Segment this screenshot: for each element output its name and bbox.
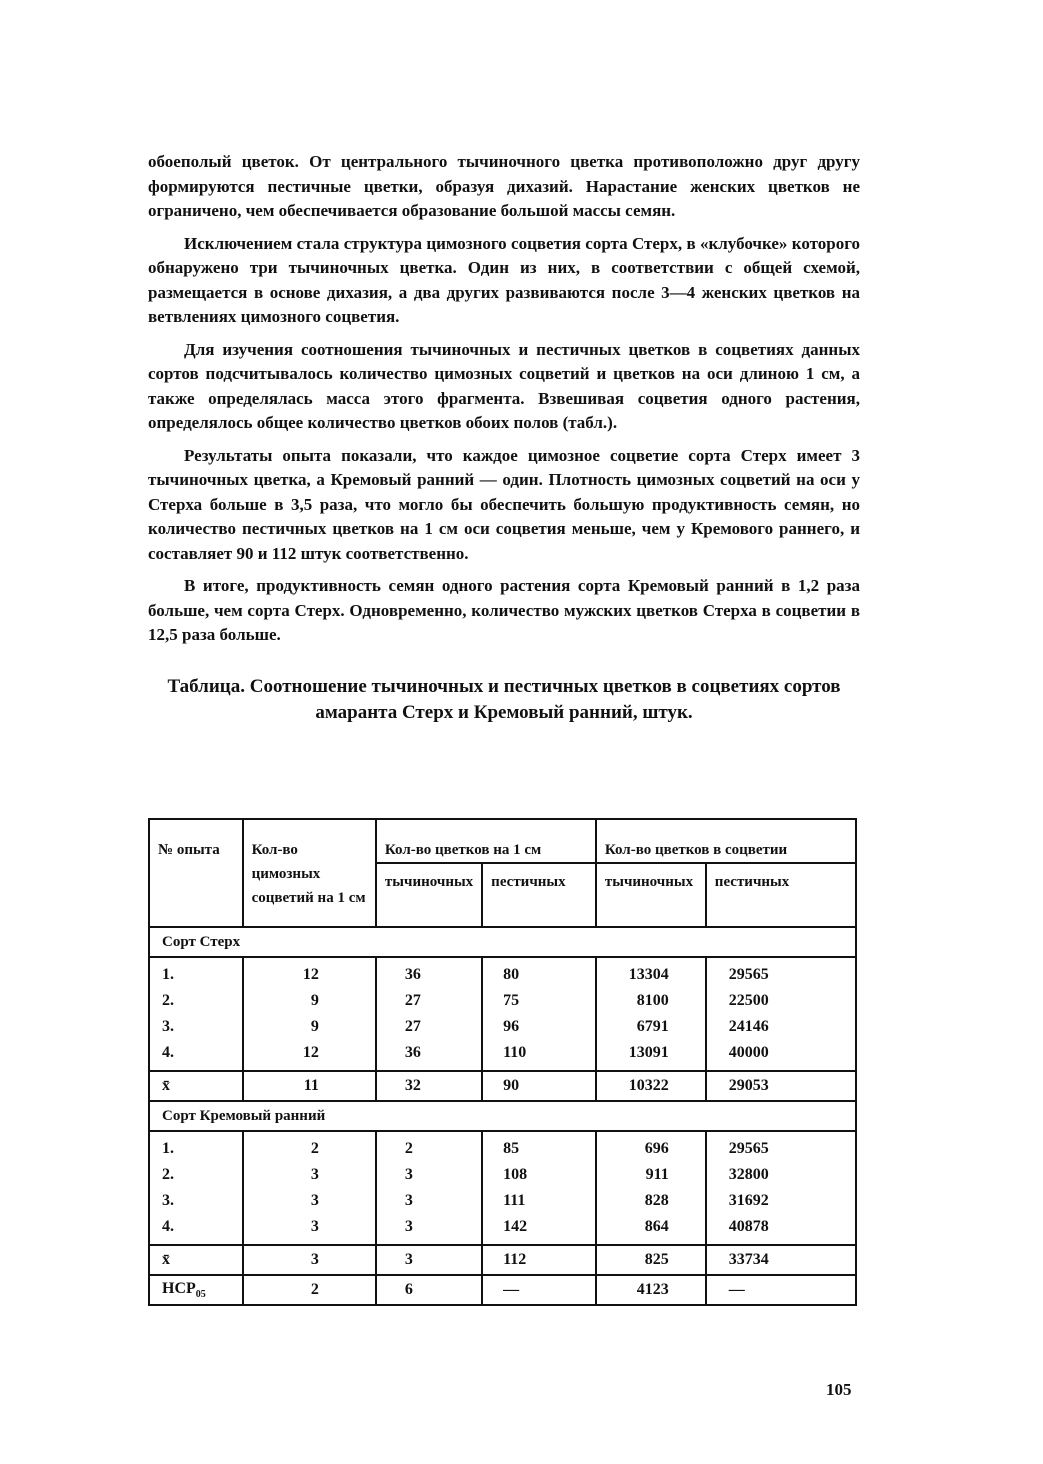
paragraph-5: В итоге, продуктивность семян одного растения сорта Кремовый ранний в 1,2 раза больше, чем сорта Стерх. Одновременно, количество мужских цветков Стерха в соцветии в 12,5 раза больше. xyxy=(148,576,860,644)
cell: 31692 xyxy=(706,1188,856,1214)
cell: 85 xyxy=(482,1131,596,1162)
paragraph-4: Результаты опыта показали, что каждое цимозное соцветие сорта Стерх имеет 3 тычиночных цветка, а Кремовый ранний — один. Плотность цимозных соцветий на оси у Стерха больше в 3,5 раза, что могло бы обеспечить большую продуктивность семян, но количество пестичных цветков на 1 см оси соцветия меньше, чем у Кремового раннего, и составляет 90 и 112 штук соответственно. xyxy=(148,445,860,563)
table-row xyxy=(149,1188,856,1214)
cell: 2 xyxy=(243,1131,376,1162)
paragraph-3: Для изучения соотношения тычиночных и пестичных цветков в соцветиях данных сортов подсчитывалось количество цимозных соцветий и цветков на оси длиною 1 см, а также определялась масса этого фрагмента. Взвешивая соцветия одного растения, определялось общее количество цветков обоих полов (табл.). xyxy=(148,339,860,432)
cell: 108 xyxy=(482,1162,596,1188)
cell: 3. xyxy=(149,1188,243,1214)
table-row xyxy=(149,1040,856,1071)
cell: 3 xyxy=(243,1245,376,1275)
hcp-label-cell xyxy=(149,1275,243,1305)
cell: 911 xyxy=(596,1162,706,1188)
mean-row xyxy=(149,1245,856,1275)
cell: — xyxy=(706,1275,856,1305)
cell: 36 xyxy=(376,1040,482,1071)
cell: 13304 xyxy=(596,957,706,988)
paragraph-2: Исключением стала структура цимозного соцветия сорта Стерх, в «клубочке» которого обнаружено три тычиночных цветка. Один из них, в соответствии с общей схемой, размещается в основе дихазия, а два других развиваются после 3—4 женских цветков на ветвлениях цимозного соцветия. xyxy=(148,233,860,326)
table-row xyxy=(149,1162,856,1188)
cell: 22500 xyxy=(706,988,856,1014)
cell: 12 xyxy=(243,1040,376,1071)
cell: 12 xyxy=(243,957,376,988)
page-body xyxy=(148,150,860,726)
header-num: № опыта xyxy=(149,819,243,927)
cell: 3 xyxy=(243,1188,376,1214)
header-count: Кол-во цимозных соцветий на 1 см xyxy=(243,819,376,927)
cell: 3 xyxy=(376,1188,482,1214)
header-pistillate-cm: пестичных xyxy=(482,863,596,927)
cell: 112 xyxy=(482,1245,596,1275)
cell: 36 xyxy=(376,957,482,988)
cell: 96 xyxy=(482,1014,596,1040)
group-title: Сорт Стерх xyxy=(149,927,856,957)
cell: 142 xyxy=(482,1214,596,1245)
hcp-label: НСР xyxy=(162,1279,196,1297)
hcp-label-sub: 05 xyxy=(195,1289,206,1301)
cell: 40878 xyxy=(706,1214,856,1245)
cell: 2. xyxy=(149,988,243,1014)
table-row xyxy=(149,1014,856,1040)
group-title: Сорт Кремовый ранний xyxy=(149,1101,856,1131)
cell: 9 xyxy=(243,1014,376,1040)
paragraph-1: обоеполый цветок. От центрального тычиночного цветка противоположно друг другу формируются пестичные цветки, образуя дихазий. Нарастание женских цветков не ограничено, чем обеспечивается образование большой массы семян. xyxy=(148,152,860,220)
cell: 32 xyxy=(376,1071,482,1101)
cell: 90 xyxy=(482,1071,596,1101)
cell: 29053 xyxy=(706,1071,856,1101)
cell: 10322 xyxy=(596,1071,706,1101)
header-per-inflorescence: Кол-во цветков в соцветии xyxy=(596,819,856,863)
table-row xyxy=(149,1214,856,1245)
cell: 11 xyxy=(243,1071,376,1101)
cell: 2 xyxy=(243,1275,376,1305)
header-staminate-infl: тычиночных xyxy=(596,863,706,927)
cell: 4. xyxy=(149,1040,243,1071)
cell: 111 xyxy=(482,1188,596,1214)
cell: 4. xyxy=(149,1214,243,1245)
cell: 6 xyxy=(376,1275,482,1305)
cell: 13091 xyxy=(596,1040,706,1071)
header-per-cm: Кол-во цветков на 1 см xyxy=(376,819,596,863)
cell: 3. xyxy=(149,1014,243,1040)
cell: 2. xyxy=(149,1162,243,1188)
page-number: 105 xyxy=(826,1380,852,1399)
cell: 6791 xyxy=(596,1014,706,1040)
cell: 110 xyxy=(482,1040,596,1071)
header-pistillate-infl: пестичных xyxy=(706,863,856,927)
cell: 32800 xyxy=(706,1162,856,1188)
cell: 1. xyxy=(149,957,243,988)
table-row xyxy=(149,957,856,988)
cell: 3 xyxy=(243,1162,376,1188)
cell: 40000 xyxy=(706,1040,856,1071)
cell: 33734 xyxy=(706,1245,856,1275)
cell: 24146 xyxy=(706,1014,856,1040)
cell: 2 xyxy=(376,1131,482,1162)
cell: x̄ xyxy=(149,1245,243,1275)
cell: 696 xyxy=(596,1131,706,1162)
cell: 3 xyxy=(376,1162,482,1188)
table-caption: Таблица. Соотношение тычиночных и пестичных цветков в соцветиях сортов амаранта Стерх и Кремовый ранний, штук. xyxy=(167,675,841,723)
cell: 9 xyxy=(243,988,376,1014)
mean-row xyxy=(149,1071,856,1101)
cell: 27 xyxy=(376,1014,482,1040)
table-row xyxy=(149,1131,856,1162)
header-staminate-cm: тычиночных xyxy=(376,863,482,927)
cell: x̄ xyxy=(149,1071,243,1101)
cell: 29565 xyxy=(706,1131,856,1162)
cell: 29565 xyxy=(706,957,856,988)
cell: 864 xyxy=(596,1214,706,1245)
cell: 27 xyxy=(376,988,482,1014)
cell: 825 xyxy=(596,1245,706,1275)
cell: 80 xyxy=(482,957,596,988)
table-row xyxy=(149,988,856,1014)
cell: 3 xyxy=(243,1214,376,1245)
cell: 1. xyxy=(149,1131,243,1162)
cell: — xyxy=(482,1275,596,1305)
cell: 3 xyxy=(376,1214,482,1245)
cell: 75 xyxy=(482,988,596,1014)
cell: 4123 xyxy=(596,1275,706,1305)
cell: 3 xyxy=(376,1245,482,1275)
cell: 828 xyxy=(596,1188,706,1214)
cell: 8100 xyxy=(596,988,706,1014)
hcp-row xyxy=(149,1275,856,1305)
data-table xyxy=(148,818,857,1306)
